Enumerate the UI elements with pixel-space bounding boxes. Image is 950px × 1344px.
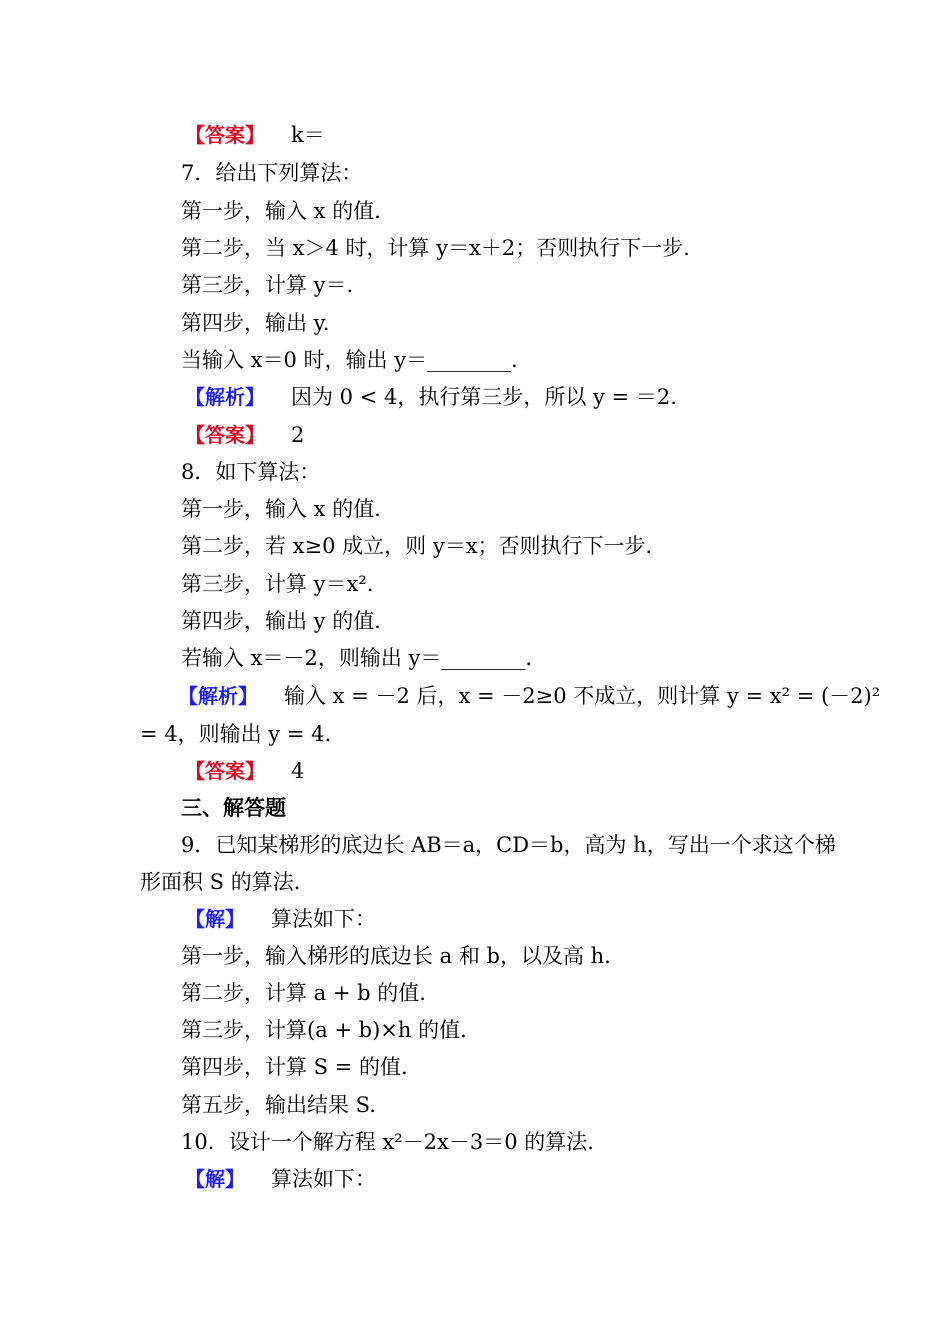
answer-tag: 【答案】 — [185, 759, 265, 783]
q9-step-5 — [181, 1091, 376, 1119]
q9-step-2 — [181, 979, 426, 1007]
text: 第一步，输入 x 的值． — [181, 497, 396, 521]
text: 9．已知某梯形的底边长 AB＝a，CD＝b，高为 h，写出一个求这个梯 — [181, 833, 836, 857]
solution-tag: 【解】 — [185, 1167, 245, 1191]
solution-9 — [185, 905, 376, 933]
text: 当输入 x＝0 时，输出 y＝________． — [181, 348, 533, 372]
q9-step-3 — [181, 1016, 467, 1044]
text: 三、解答题 — [181, 796, 286, 820]
q9-step-1 — [181, 942, 611, 970]
text: 第四步，计算 S = 的值. — [181, 1055, 408, 1079]
text: 第一步，输入梯形的底边长 a 和 b，以及高 h. — [181, 944, 611, 968]
solution-text: 算法如下： — [271, 1167, 376, 1191]
solution-text: 算法如下： — [271, 907, 376, 931]
q7-step-2 — [181, 234, 704, 262]
question-9 — [181, 831, 836, 859]
q8-step-2 — [181, 532, 667, 560]
question-10 — [181, 1128, 608, 1156]
text: 第三步，计算 y＝. — [181, 273, 354, 297]
analysis-tag: 【解析】 — [185, 385, 265, 409]
analysis-7 — [185, 383, 677, 411]
solution-10 — [185, 1165, 376, 1193]
answer-8 — [185, 757, 304, 785]
text: 8．如下算法： — [181, 460, 321, 484]
answer-tag: 【答案】 — [185, 123, 265, 147]
answer-text: 2 — [291, 423, 305, 447]
answer-text: k＝ — [291, 123, 325, 147]
answer-tag: 【答案】 — [185, 423, 265, 447]
text: 第三步，计算 y＝x². — [181, 572, 374, 596]
q8-step-4 — [181, 607, 395, 635]
question-7-title — [181, 159, 362, 187]
text: 第二步，计算 a + b 的值. — [181, 981, 426, 1005]
text: 第五步，输出结果 S. — [181, 1093, 376, 1117]
text: 第三步，计算(a + b)×h 的值. — [181, 1018, 467, 1042]
q8-step-1 — [181, 495, 395, 523]
q7-question — [181, 346, 532, 374]
q7-step-3 — [181, 271, 353, 299]
section-heading — [181, 794, 286, 822]
text: 第二步，当 x＞4 时，计算 y＝x＋2；否则执行下一步． — [181, 236, 705, 260]
q8-step-3 — [181, 570, 373, 598]
question-8-title — [181, 458, 320, 486]
analysis-text: 输入 x = －2 后，x = －2≥0 不成立，则计算 y = x² = (－2)² — [284, 684, 881, 708]
text: 第二步，若 x≥0 成立，则 y＝x；否则执行下一步． — [181, 534, 667, 558]
analysis-8 — [178, 682, 880, 710]
q9-step-4 — [181, 1053, 408, 1081]
text: = 4，则输出 y = 4. — [140, 722, 332, 746]
analysis-8-cont — [140, 720, 331, 748]
q7-step-1 — [181, 197, 395, 225]
text: 10．设计一个解方程 x²－2x－3＝0 的算法． — [181, 1130, 609, 1154]
answer-6 — [185, 121, 325, 149]
analysis-text: 因为 0 < 4，执行第三步，所以 y = ＝2. — [291, 385, 677, 409]
analysis-tag: 【解析】 — [178, 684, 258, 708]
text: 若输入 x＝－2，则输出 y＝________． — [181, 646, 547, 670]
solution-tag: 【解】 — [185, 907, 245, 931]
q8-question — [181, 644, 546, 672]
answer-7 — [185, 421, 304, 449]
text: 第四步，输出 y 的值． — [181, 609, 396, 633]
text: 第一步，输入 x 的值． — [181, 199, 396, 223]
text: 形面积 S 的算法． — [140, 870, 315, 894]
question-9-cont — [140, 868, 315, 896]
text: 第四步，输出 y. — [181, 311, 330, 335]
q7-step-4 — [181, 309, 329, 337]
answer-text: 4 — [291, 759, 305, 783]
text: 7．给出下列算法： — [181, 161, 363, 185]
